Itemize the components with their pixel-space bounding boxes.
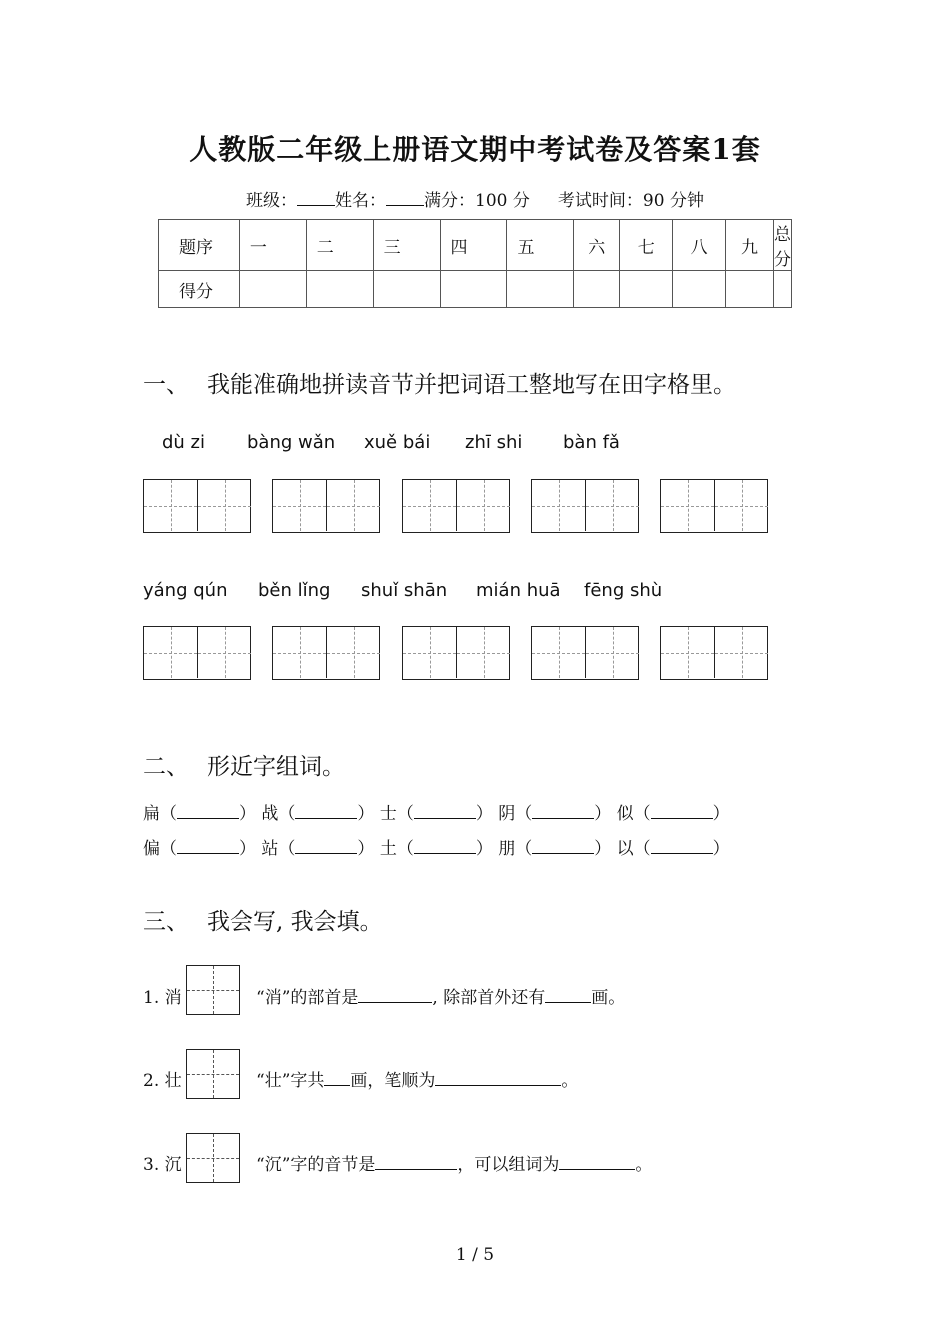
class-label: 班级： bbox=[246, 191, 298, 211]
pinyin-2-5: fēng shù bbox=[584, 580, 663, 601]
char: 士 bbox=[379, 804, 397, 824]
name-label: 姓名： bbox=[335, 191, 387, 211]
item-3-question: “沉”字的音节是 ，可以组词为 。 bbox=[256, 1155, 653, 1175]
section-1-heading bbox=[143, 366, 736, 399]
answer-blank[interactable] bbox=[358, 987, 432, 1003]
pinyin-1-1: dù zi bbox=[162, 432, 206, 453]
tianzige-box[interactable] bbox=[531, 626, 639, 680]
item-2-label: 2. 壮 bbox=[143, 1071, 182, 1091]
char: 朋 bbox=[498, 839, 516, 859]
col-6: 六 bbox=[574, 220, 620, 271]
answer-blank[interactable] bbox=[295, 803, 357, 819]
score-cell bbox=[673, 271, 726, 308]
col-9: 九 bbox=[726, 220, 774, 271]
name-blank bbox=[386, 190, 424, 206]
char: 偏 bbox=[143, 839, 160, 859]
col-4: 四 bbox=[440, 220, 507, 271]
section-2-number: 二、 bbox=[143, 754, 189, 780]
score-cell bbox=[726, 271, 774, 308]
pinyin-1-3: xuě bái bbox=[364, 432, 431, 453]
answer-blank[interactable] bbox=[177, 838, 239, 854]
row-label: 得分 bbox=[159, 271, 240, 308]
char: 阴 bbox=[498, 804, 516, 824]
tianzige-box[interactable] bbox=[402, 479, 510, 533]
tianzige-box[interactable] bbox=[272, 479, 380, 533]
score-cell bbox=[574, 271, 620, 308]
class-blank bbox=[297, 190, 335, 206]
score-cell bbox=[440, 271, 507, 308]
similar-chars-row-2: 偏（ ） 站（ ） 土（ ） 朋（ ） 以（ ） bbox=[143, 839, 730, 859]
answer-blank[interactable] bbox=[414, 803, 476, 819]
answer-blank[interactable] bbox=[651, 838, 713, 854]
col-3: 三 bbox=[373, 220, 440, 271]
answer-blank[interactable] bbox=[651, 803, 713, 819]
section-2-title: 形近字组词。 bbox=[207, 754, 345, 780]
col-1: 一 bbox=[239, 220, 306, 271]
answer-blank[interactable] bbox=[177, 803, 239, 819]
tianzige-box[interactable] bbox=[660, 479, 768, 533]
answer-blank[interactable] bbox=[545, 987, 591, 1003]
page-number: 1 / 5 bbox=[455, 1245, 495, 1265]
score-cell bbox=[507, 271, 574, 308]
answer-blank[interactable] bbox=[532, 803, 594, 819]
pinyin-1-2: bàng wǎn bbox=[247, 432, 336, 453]
col-7: 七 bbox=[620, 220, 673, 271]
char: 土 bbox=[379, 839, 397, 859]
similar-chars-row-1: 扁（ ） 战（ ） 士（ ） 阴（ ） 似（ ） bbox=[143, 804, 730, 824]
pinyin-1-5: bàn fǎ bbox=[563, 432, 620, 453]
item-1-label: 1. 消 bbox=[143, 988, 182, 1008]
pinyin-2-1: yáng qún bbox=[143, 580, 228, 601]
col-5: 五 bbox=[507, 220, 574, 271]
score-cell bbox=[373, 271, 440, 308]
char: 似 bbox=[616, 804, 634, 824]
section-3-title: 我会写, 我会填。 bbox=[207, 909, 383, 935]
page-title: 人教版二年级上册语文期中考试卷及答案1套 bbox=[189, 133, 761, 166]
section-1-number: 一、 bbox=[143, 372, 189, 398]
answer-blank[interactable] bbox=[559, 1154, 635, 1170]
score-cell bbox=[620, 271, 673, 308]
section-1-title: 我能准确地拼读音节并把词语工整地写在田字格里。 bbox=[207, 372, 736, 398]
full-score: 满分：100 分 bbox=[424, 191, 530, 211]
item-3-label: 3. 沉 bbox=[143, 1155, 182, 1175]
item-2-question: “壮”字共 画，笔顺为 。 bbox=[256, 1071, 579, 1091]
header-label: 题序 bbox=[159, 220, 240, 271]
char: 扁 bbox=[143, 804, 160, 824]
score-table-header-row bbox=[159, 220, 792, 271]
tianzige-box[interactable] bbox=[143, 626, 251, 680]
answer-blank[interactable] bbox=[295, 838, 357, 854]
answer-blank[interactable] bbox=[435, 1070, 561, 1086]
pinyin-1-4: zhī shi bbox=[465, 432, 523, 453]
char: 站 bbox=[261, 839, 279, 859]
char: 战 bbox=[261, 804, 279, 824]
answer-blank[interactable] bbox=[375, 1154, 457, 1170]
writing-box[interactable] bbox=[186, 1049, 240, 1099]
score-cell bbox=[774, 271, 792, 308]
exam-time: 考试时间：90 分钟 bbox=[557, 191, 704, 211]
score-cell bbox=[306, 271, 373, 308]
pinyin-2-2: běn lǐng bbox=[258, 580, 331, 601]
tianzige-box[interactable] bbox=[272, 626, 380, 680]
score-table-score-row bbox=[159, 271, 792, 308]
col-8: 八 bbox=[673, 220, 726, 271]
answer-blank[interactable] bbox=[324, 1070, 350, 1086]
answer-blank[interactable] bbox=[532, 838, 594, 854]
section-3-number: 三、 bbox=[143, 909, 189, 935]
item-1-question: “消”的部首是 , 除部首外还有 画。 bbox=[256, 988, 626, 1008]
section-3-heading bbox=[143, 903, 383, 936]
writing-box[interactable] bbox=[186, 1133, 240, 1183]
col-total: 总分 bbox=[774, 220, 792, 271]
pinyin-2-3: shuǐ shān bbox=[361, 580, 448, 601]
answer-blank[interactable] bbox=[414, 838, 476, 854]
score-cell bbox=[239, 271, 306, 308]
tianzige-box[interactable] bbox=[531, 479, 639, 533]
tianzige-box[interactable] bbox=[660, 626, 768, 680]
tianzige-box[interactable] bbox=[402, 626, 510, 680]
char: 以 bbox=[616, 839, 634, 859]
col-2: 二 bbox=[306, 220, 373, 271]
exam-info bbox=[0, 186, 950, 211]
section-2-heading bbox=[143, 748, 345, 781]
writing-box[interactable] bbox=[186, 965, 240, 1015]
tianzige-box[interactable] bbox=[143, 479, 251, 533]
pinyin-2-4: mián huā bbox=[476, 580, 561, 601]
score-table bbox=[158, 219, 792, 308]
